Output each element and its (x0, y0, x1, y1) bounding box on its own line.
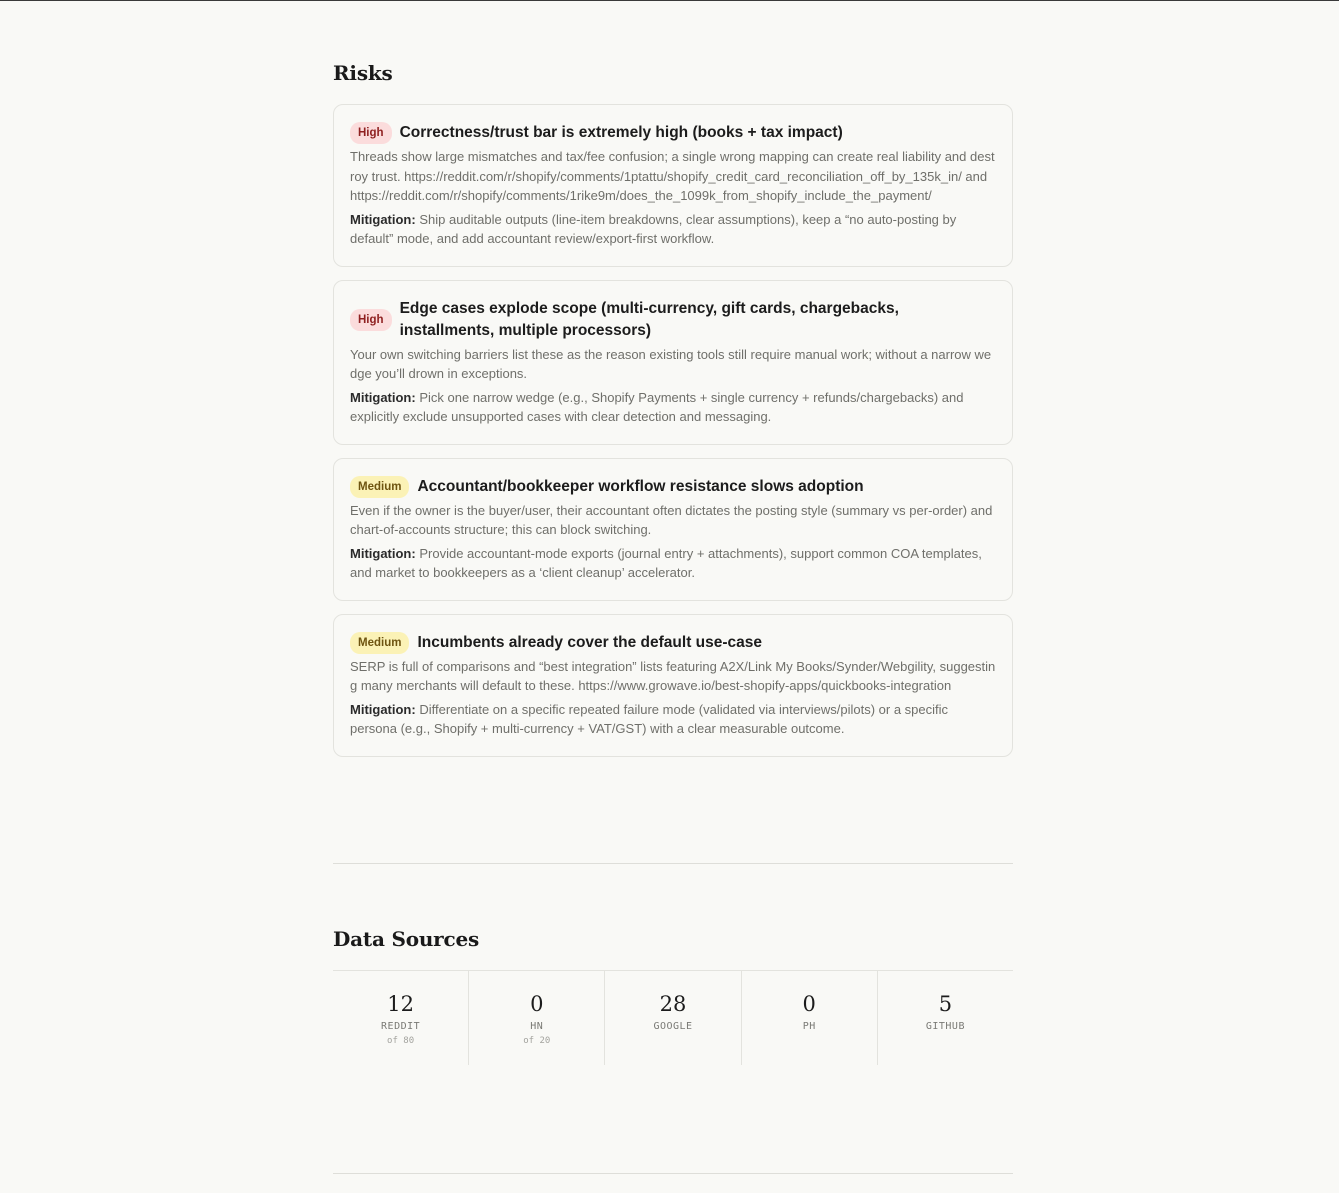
source-name: HN (530, 1021, 544, 1032)
mitigation-text: Ship auditable outputs (line-item breakdowns, clear assumptions), keep a “no auto-posting by default” mode, and add accountant review/export-first workflow. (350, 211, 957, 246)
risk-mitigation (350, 210, 996, 249)
risk-description: Threads show large mismatches and tax/fee confusion; a single wrong mapping can create real liability and destroy trust. https://reddit.com/r/shopify/comments/1ptattu/shopify_credit_card_reconciliation_off_by_135k_in/ and https://reddit.com/r/shopify/comments/1rike9m/does_the_1099k_from_shopify_include_the_payment/ (350, 149, 995, 203)
source-total: of 80 (387, 1036, 415, 1046)
risk-description: Even if the owner is the buyer/user, their accountant often dictates the posting style (summary vs per-order) and chart-of-accounts structure; this can block switching. (350, 502, 993, 537)
data-sources-heading: Data Sources (333, 927, 480, 951)
risk-title: Edge cases explode scope (multi-currency, gift cards, chargebacks, installments, multiple processors) (399, 299, 899, 339)
severity-badge: High (350, 309, 392, 331)
risk-mitigation (350, 388, 996, 427)
severity-badge: High (350, 122, 392, 144)
source-count: 0 (530, 992, 544, 1016)
mitigation-text: Pick one narrow wedge (e.g., Shopify Payments + single currency + refunds/chargebacks) and explicitly exclude unsupported cases with clear detection and messaging. (350, 389, 964, 424)
risk-header (350, 476, 996, 498)
risk-mitigation (350, 544, 996, 583)
mitigation-text: Differentiate on a specific repeated failure mode (validated via interviews/pilots) or a specific persona (e.g., Shopify + multi-currency + VAT/GST) with a clear measurable outcome. (350, 701, 949, 736)
mitigation-label: Mitigation: (350, 211, 416, 227)
source-total: of 20 (523, 1036, 551, 1046)
source-name: REDDIT (381, 1021, 421, 1032)
source-name: PH (802, 1021, 816, 1032)
section-divider (333, 863, 1013, 864)
source-count: 28 (659, 992, 687, 1016)
risk-card (333, 614, 1013, 757)
risk-header (350, 298, 996, 342)
risk-card (333, 104, 1013, 267)
source-hn (469, 971, 605, 1065)
source-count: 12 (387, 992, 414, 1016)
mitigation-text: Provide accountant-mode exports (journal entry + attachments), support common COA templates, and market to bookkeepers as a ‘client cleanup’ accelerator. (350, 545, 982, 580)
data-sources-grid (333, 970, 1013, 1065)
severity-badge: Medium (350, 476, 409, 498)
source-ph (742, 971, 878, 1065)
risk-header (350, 632, 996, 654)
risks-heading: Risks (333, 61, 393, 85)
risk-card (333, 280, 1013, 445)
source-count: 5 (938, 992, 953, 1016)
risk-title: Correctness/trust bar is extremely high (books + tax impact) (399, 124, 843, 141)
source-name: GITHUB (925, 1021, 965, 1032)
risk-title: Accountant/bookkeeper workflow resistance slows adoption (417, 477, 864, 495)
source-count: 0 (802, 992, 816, 1016)
risk-card (333, 458, 1013, 601)
section-divider (333, 1173, 1013, 1174)
risk-description: Your own switching barriers list these as the reason existing tools still require manual work; without a narrow wedge you’ll drown in exceptions. (350, 346, 992, 381)
risk-title: Incumbents already cover the default use-case (417, 633, 763, 651)
mitigation-label: Mitigation: (350, 701, 416, 717)
severity-badge: Medium (350, 632, 409, 654)
risk-list (333, 104, 1013, 770)
risk-header (350, 122, 996, 144)
source-reddit (333, 971, 469, 1065)
source-github (878, 971, 1013, 1065)
source-name: GOOGLE (653, 1021, 693, 1032)
source-google (605, 971, 741, 1065)
risk-mitigation (350, 700, 996, 739)
risk-description: SERP is full of comparisons and “best integration” lists featuring A2X/Link My Books/Synder/Webgility, suggesting many merchants will default to these. https://www.growave.io/best-shopify-apps/quickbooks-integration (350, 658, 996, 693)
mitigation-label: Mitigation: (350, 389, 416, 405)
mitigation-label: Mitigation: (350, 545, 416, 561)
